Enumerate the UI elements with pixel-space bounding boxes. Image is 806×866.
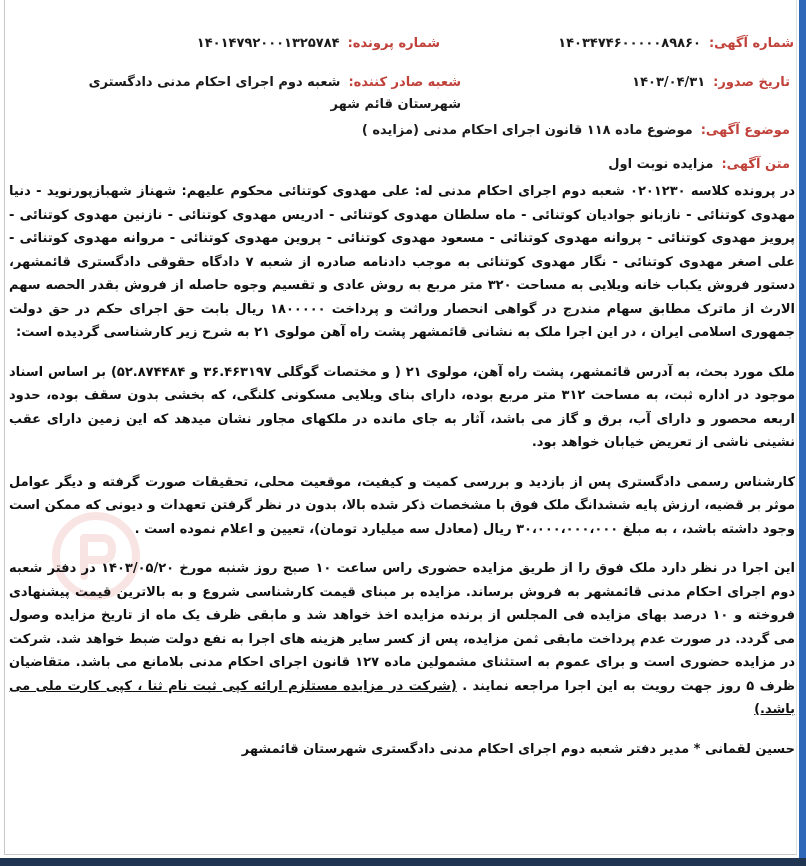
issuing-branch-field (31, 72, 461, 116)
issue-date-field (632, 72, 790, 94)
notice-number-label: شماره آگهی: (708, 36, 794, 51)
window-side-bar (799, 0, 806, 866)
body-paragraph-auction (9, 557, 795, 722)
issue-date-label: تاریخ صدور: (713, 75, 790, 90)
notice-text-field (608, 154, 790, 176)
subject-value: موضوع ماده ۱۱۸ قانون اجرای احکام مدنی (مزایده ) (361, 123, 693, 138)
body-paragraph-valuation: کارشناس رسمی دادگستری پس از بازدید و بررسی کمیت و کیفیت، موقعیت محلی، تحقیقات صورت گرفته و دیگر عوامل موثر بر قضیه، ارزش پایه ششدانگ ملک فوق با مشخصات ذکر شده بالا، بدون در نظر گرفتن تعهدات و دیونی که ممکن است وجود داشته باشد، ، به مبلغ ۳۰،۰۰۰،۰۰۰،۰۰۰ ریال (معادل سه میلیارد تومان)، تعیین و اعلام نموده است . (9, 474, 795, 537)
notice-number-field (558, 33, 794, 55)
notice-number-value: ۱۴۰۳۴۷۴۶۰۰۰۰۰۸۹۸۶۰ (558, 36, 701, 51)
subject-label: موضوع آگهی: (700, 123, 790, 138)
notice-text-label: متن آگهی: (721, 157, 790, 172)
window-bottom-bar (0, 858, 806, 866)
auction-terms-text: این اجرا در نظر دارد ملک فوق را از طریق مزایده حضوری راس ساعت ۱۰ صبح روز شنبه مورخ ۱۴۰۳/۰۵/۲۰ در دفتر شعبه دوم اجرای احکام مدنی قائمشهر به فروش برساند. مزایده بر مبنای قیمت کارشناسی شروع و به بالاترین قیمت پیشنهادی فروخته و ۱۰ درصد بهای مزایده فی المجلس از برنده مزایده اخذ خواهد شد و مابقی ظرف یک ماه از تاریخ مزایده وصول می گردد. در صورت عدم پرداخت مابقی ثمن مزایده، پس از کسر سایر هزینه های اجرا به نفع دولت ضبط خواهد شد. شرکت در مزایده حضوری است و برای عموم به استثنای مشمولین ماده ۱۲۷ قانون اجرای احکام مدنی بلامانع می باشد. متقاضیان ظرف ۵ روز جهت رویت به این اجرا مراجعه نمایند . (9, 561, 796, 694)
signature-line: حسین لقمانی * مدیر دفتر شعبه دوم اجرای احکام مدنی دادگستری شهرستان قائمشهر (241, 741, 795, 757)
notice-text-value: مزایده نوبت اول (608, 157, 714, 172)
body-paragraph-case: در پرونده کلاسه ۰۲۰۱۲۳۰ شعبه دوم اجرای احکام مدنی له: علی مهدوی کوتنائی محکوم علیهم: شهناز شهبازپورنوید - دنیا مهدوی کوتنائی - نازبانو جوادیان کوتنائی - ماه سلطان مهدوی کوتنائی - ادریس مهدوی کوتنائی - نازنین مهدوی کوتنائی - پرویز مهدوی کوتنائی - پروانه مهدوی کوتنائی - مسعود مهدوی کوتنائی - پروین مهدوی کوتنائی - مروانه مهدوی کوتنائی - علی اصغر مهدوی کوتنائی - نگار مهدوی کوتنائی به موجب دادنامه صادره از شعبه ۷ دادگاه حقوقی دادگستری قائمشهر، دستور فروش یکباب خانه ویلایی به مساحت ۳۲۰ متر مربع به روش عادی و تقسیم وجوه حاصله از فروش بقدر الحصه سهم الارث از ماترک مطابق سهام مندرج در گواهی انحصار وراثت و پرداخت ۱۸۰۰۰۰۰ ریال بابت حق اجرای حکم در حق دولت جمهوری اسلامی ایران ، در این اجرا ملک به نشانی قائمشهر پشت راه آهن مولوی ۲۱ به شرح زیر کارشناسی گردیده است: (9, 184, 796, 340)
issuing-branch-value: شعبه دوم اجرای احکام مدنی دادگستری شهرستان قائم شهر (88, 75, 461, 112)
issue-date-value: ۱۴۰۳/۰۴/۳۱ (632, 75, 706, 90)
case-number-label: شماره پرونده: (347, 36, 440, 51)
auction-requirement-note: (شرکت در مزایده مستلزم ارائه کپی ثبت نام ثنا ، کپی کارت ملی می باشد.) (9, 678, 795, 717)
issuing-branch-label: شعبه صادر کننده: (348, 75, 461, 90)
case-number-field (197, 33, 440, 55)
subject-field (362, 120, 790, 142)
body-paragraph-property: ملک مورد بحث، به آدرس قائمشهر، پشت راه آهن، مولوی ۲۱ ( و مختصات گوگلی ۳۶.۴۶۳۱۹۷ و ۵۲.۸۷۴۴۸۴) بر اساس اسناد موجود در اداره ثبت، به مساحت ۳۱۲ متر مربع بوده، دارای بنای ویلایی مسکونی کلنگی، که بخشی بدون سقف بوده، حدود اربعه محصور و دارای آب، برق و گاز می باشد، آثار به جای مانده در ملکهای مجاور نشان میدهد که این زمین دارای عقب نشینی ناشی از تعریض خیابان خواهد بود. (9, 364, 795, 450)
notice-body (9, 180, 795, 761)
case-number-value: ۱۴۰۱۴۷۹۲۰۰۰۱۳۲۵۷۸۴ (196, 36, 340, 51)
